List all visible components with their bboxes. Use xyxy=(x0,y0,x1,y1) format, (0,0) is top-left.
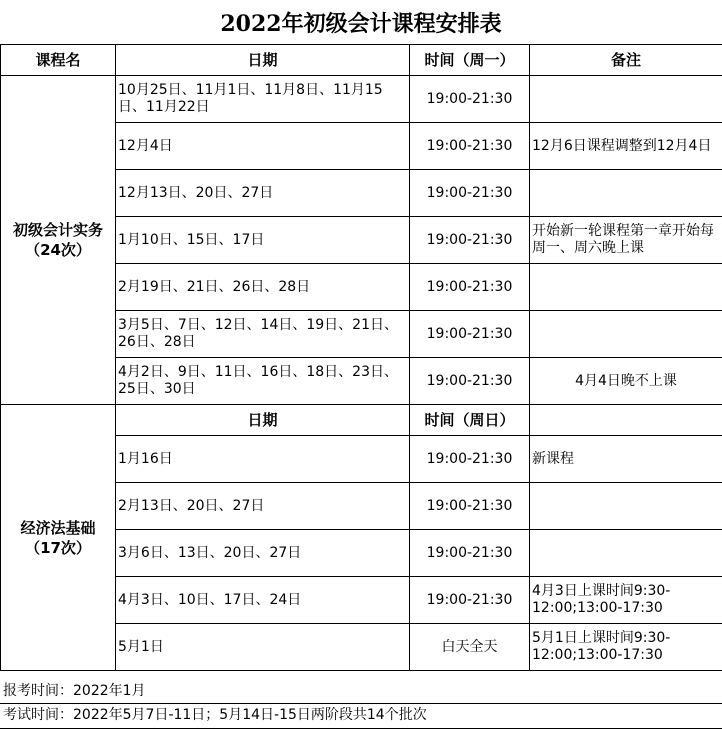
time-cell: 19:00-21:30 xyxy=(410,436,530,483)
header-course: 课程名 xyxy=(1,45,116,76)
header-time: 时间（周一） xyxy=(410,45,530,76)
note-cell xyxy=(530,264,722,311)
schedule-table xyxy=(0,44,722,671)
course-name-accounting: 初级会计实务 （24次） xyxy=(1,76,116,405)
note-cell: 5月1日上课时间9:30-12:00;13:00-17:30 xyxy=(530,624,722,671)
date-cell: 2月13日、20日、27日 xyxy=(116,483,410,530)
note-cell xyxy=(530,530,722,577)
date-cell: 3月5日、7日、12日、14日、19日、21日、26日、28日 xyxy=(116,311,410,358)
note-cell xyxy=(530,170,722,217)
divider xyxy=(0,703,722,704)
note-cell: 新课程 xyxy=(530,436,722,483)
note-cell: 12月6日课程调整到12月4日 xyxy=(530,123,722,170)
date-cell: 2月19日、21日、26日、28日 xyxy=(116,264,410,311)
note-cell: 4月3日上课时间9:30-12:00;13:00-17:30 xyxy=(530,577,722,624)
time-cell: 19:00-21:30 xyxy=(410,264,530,311)
subheader-note xyxy=(530,405,722,436)
page-title: 2022年初级会计课程安排表 xyxy=(220,10,502,37)
time-cell: 19:00-21:30 xyxy=(410,577,530,624)
date-cell: 1月10日、15日、17日 xyxy=(116,217,410,264)
note-cell xyxy=(530,311,722,358)
time-cell: 白天全天 xyxy=(410,624,530,671)
header-row xyxy=(1,45,722,76)
register-time: 报考时间：2022年1月 xyxy=(3,683,146,699)
time-cell: 19:00-21:30 xyxy=(410,123,530,170)
time-cell: 19:00-21:30 xyxy=(410,483,530,530)
exam-time: 考试时间：2022年5月7日-11日；5月14日-15日两阶段共14个批次 xyxy=(3,707,427,723)
date-cell: 4月3日、10日、17日、24日 xyxy=(116,577,410,624)
time-cell: 19:00-21:30 xyxy=(410,76,530,123)
note-cell xyxy=(530,483,722,530)
subheader-date: 日期 xyxy=(116,405,410,436)
subheader-row xyxy=(1,405,722,436)
time-cell: 19:00-21:30 xyxy=(410,217,530,264)
subheader-time: 时间（周日） xyxy=(410,405,530,436)
course-name-law: 经济法基础 （17次） xyxy=(1,405,116,671)
note-cell: 开始新一轮课程第一章开始每周一、周六晚上课 xyxy=(530,217,722,264)
date-cell: 10月25日、11月1日、11月8日、11月15日、11月22日 xyxy=(116,76,410,123)
date-cell: 12月4日 xyxy=(116,123,410,170)
table-row xyxy=(1,76,722,123)
date-cell: 3月6日、13日、20日、27日 xyxy=(116,530,410,577)
date-cell: 12月13日、20日、27日 xyxy=(116,170,410,217)
date-cell: 5月1日 xyxy=(116,624,410,671)
date-cell: 1月16日 xyxy=(116,436,410,483)
date-cell: 4月2日、9日、11日、16日、18日、23日、25日、30日 xyxy=(116,358,410,405)
time-cell: 19:00-21:30 xyxy=(410,170,530,217)
note-cell: 4月4日晚不上课 xyxy=(530,358,722,405)
time-cell: 19:00-21:30 xyxy=(410,311,530,358)
time-cell: 19:00-21:30 xyxy=(410,358,530,405)
header-date: 日期 xyxy=(116,45,410,76)
note-cell xyxy=(530,76,722,123)
time-cell: 19:00-21:30 xyxy=(410,530,530,577)
header-note: 备注 xyxy=(530,45,722,76)
